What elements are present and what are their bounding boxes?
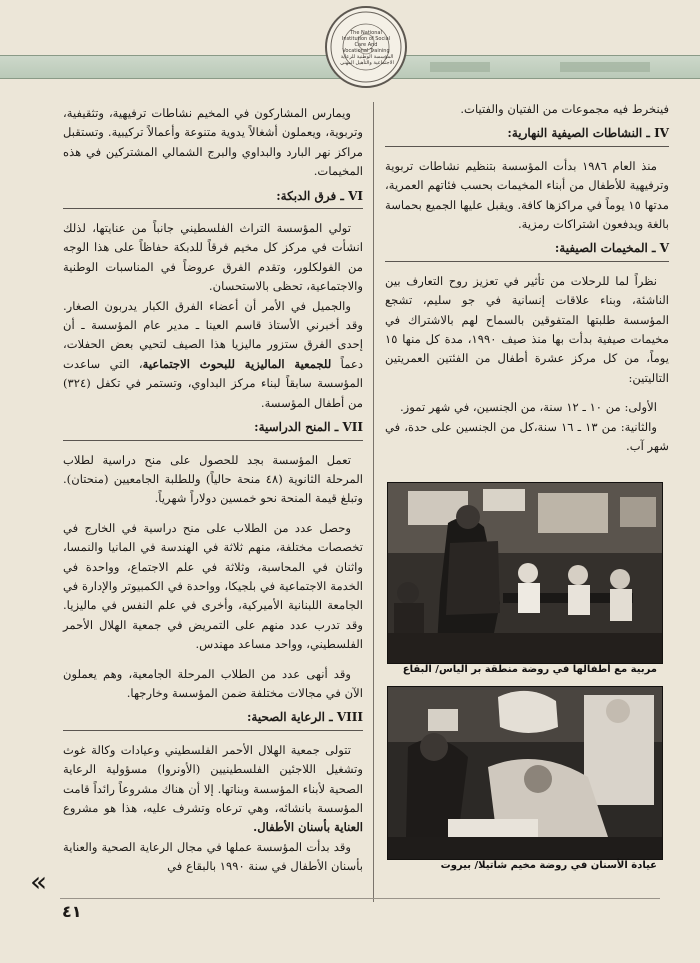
graduates-text: وقد أنهى عدد من الطلاب المرحلة الجامعية، وهم يعملون الآن في مجالات مختلفة ضمن المؤسسة وخارجها. [63,666,363,700]
section-6-text: تولي المؤسسة التراث الفلسطيني جانباً من عنايتها، لذلك انشأت في مركز كل مخيم فرقاً للدبكة حفاظاً على هذا الوجه من الفولكلور، وتقدم الفرق عروضاً في المناسبات الوطنية والاجتماعية، تحظى بالاستحسان. [63,221,363,294]
dental-care-project-name: العناية بأسنان الأطفال. [253,820,363,835]
dental-clinic-photo-image [388,687,662,859]
age-group-2: والثانية: من ١٣ ـ ١٦ سنة،كل من الجنسين على حدة، في شهر آب. [385,419,669,454]
age-group-1: الأولى: من ١٠ ـ ١٢ سنة، من الجنسين، في شهر تموز. [400,400,657,415]
seal-arabic-text: المؤسسة الوطنية للرعاية الاجتماعية والتأهيل المهني [340,54,394,66]
header-band-shade [430,62,490,72]
column-divider [373,102,374,902]
seal-english-text: The National Institution of Social Care And Vocational Training [341,30,391,54]
page-number: ٤١ [62,902,82,921]
dabke-troupe-text [63,297,363,413]
camp-activities-text: ويمارس المشاركون في المخيم نشاطات ترفيهية، وتثقيفية، وتربوية، ويعملون أشغالاً يدوية متنوعة وأعمالاً تركيبية. وتستقبل مراكز نهر البارد والبداوي والبرج الشمالي المشتركين في هذه المخيمات. [63,106,363,179]
dabke-troupe-text-b: ، التي ساعدت المؤسسة سابقاً لبناء مركز البداوي، وتستمر في تكفل (٣٢٤) من أطفال المؤسسة. [63,356,363,410]
section-8-text-a: تتولى جمعية الهلال الأحمر الفلسطيني وعيادات وكالة غوث وتشغيل اللاجئين الفلسطينيين (الأونروا) مسؤولية الرعاية الصحية لأبناء المؤسسة وبناتها. إلا أن هناك مشروعاً رائداً قامت المؤسسة بانشائه، وهي ترعاه وتشرف عليه، هذا هو مشروع [63,742,363,815]
footer-rule [60,898,660,899]
intro-text: فينخرط فيه مجموعات من الفتيان والفتيات. [460,102,669,116]
section-7-heading: VII ـ المنح الدراسية: [63,418,363,440]
classroom-photo-caption: مربية مع أطفالها في روضة منطقة بر الياس/ البقاع [402,664,657,675]
scholarship-abroad-text: وحصل عدد من الطلاب على منح دراسية في الخارج في تخصصات مختلفة، منهم ثلاثة في الهندسة في المانيا والنمسا، واثنان في المحاسبة، وثلاثة في علم الاجتماع، وواحدة في الخدمة الاجتماعية في بلجيكا، وواحدة في الكمبيوتر والإدارة في الجامعة اللبنانية الأميركية، وأخرى في علم النفس في ماليزيا. وقد تدرب عدد منهم على التمريض في جمعية الهلال الأحمر الفلسطيني، وواحد مساعد مهندس. [63,520,363,652]
header-band-shade [560,62,650,72]
section-4-heading: IV ـ النشاطات الصيفية النهارية: [385,124,669,146]
classroom-photo [387,482,663,664]
malaysian-society-name: للجمعية الماليزية للبحوث الاجتماعية [142,356,332,371]
institution-seal-logo [325,6,407,88]
dental-clinic-photo-caption: عيادة الأسنان في روضة مخيم شاتيلا/ بيروت [440,860,657,871]
left-column [63,104,363,877]
section-7-text: تعمل المؤسسة بجد للحصول على منح دراسية لطلاب المرحلة الثانوية (٤٨ منحة حالياً) وللطلبة الجامعيين (منحتان). وتبلغ قيمة المنحة نحو خمسين دولاراً شهرياً. [63,452,363,506]
right-column [385,100,669,457]
dental-clinic-photo [387,686,663,860]
section-6-heading: VI ـ فرق الدبكة: [63,187,363,209]
section-8-heading: VIII ـ الرعاية الصحية: [63,708,363,730]
continue-arrows-icon: « [30,865,48,898]
section-4-text: منذ العام ١٩٨٦ بدأت المؤسسة بتنظيم نشاطات تربوية وترفيهية للأطفال من أبناء المخيمات بحسب فئاتهم العمرية، مدتها ١٥ يوماً في مراكزها كافة. ويقبل عليها الجميع بحماسة بالغة ويدفعون اشتراكات رمزية. [385,158,669,232]
section-8-text [63,741,363,838]
dabke-troupe-text-a: والجميل في الأمر أن أعضاء الفرق الكبار يدربون الصغار. وقد أخبرني الأستاذ قاسم العينا ـ مدير عام المؤسسة ـ أن إحدى الفرق ستزور ماليزيا هذا الصيف لتحيي بعض الحفلات، دعماً [63,298,363,371]
health-care-continued-text: وقد بدأت المؤسسة عملها في مجال الرعاية الصحية والعناية بأسنان الأطفال في سنة ١٩٩٠ بالبقاع في [63,839,363,874]
section-5-text: نظراً لما للرحلات من تأثير في تعزيز روح التعارف بين الناشئة، وبناء علاقات إنسانية في جو سليم، تشجع المؤسسة طلبتها المتفوقين بالسماح لهم بالاشتراك في مخيمات صيفية بدأت بها منذ صيف ١٩٩٠، مدة كل منها ١٥ يوماً، من كل مركز عشرة أطفال من الفئتين العمريتين التاليتين: [385,273,669,385]
classroom-photo-image [388,483,662,663]
section-5-heading: V ـ المخيمات الصيفية: [385,239,669,261]
